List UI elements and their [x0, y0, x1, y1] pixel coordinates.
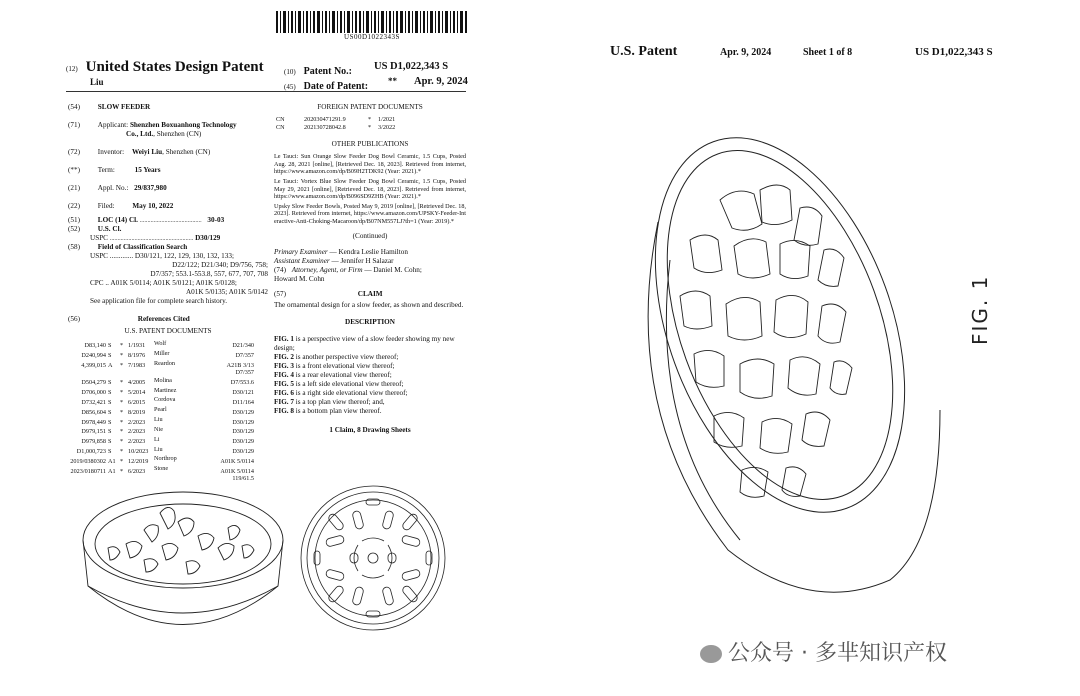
sheet-header-left: U.S. Patent	[610, 44, 678, 59]
uscl-sub-label: USPC	[90, 234, 108, 242]
ref-kind: S	[108, 408, 112, 416]
inventor-label: Inventor:	[97, 148, 125, 156]
fp-country: CN	[276, 116, 285, 123]
applicant-field-2	[126, 130, 268, 139]
ref-class: D7/357	[235, 352, 254, 360]
inventor-short: Liu	[90, 77, 104, 87]
figure-text: is a left side elevational view thereof;	[293, 379, 404, 388]
publication: Le Tauci: Vortex Blue Slow Feeder Dog Bowl Ceramic, 1.5 Cups, Posted May 29, 2021 [online], [Retrieved Dec. 18, 2023]. Retrieved from internet, https://www.amazon.com/dp/B096SD9ZHB (Year: 2021).*	[274, 177, 466, 201]
assistant-examiner-label: Assistant Examiner	[274, 256, 330, 265]
ref-doc-number: D240,994	[81, 352, 106, 360]
ref-name: Li	[154, 435, 160, 443]
ref-date: 2/2023	[128, 438, 146, 446]
ref-date: 12/2019	[128, 457, 149, 465]
field-search-lines	[90, 252, 268, 306]
patent-no-label: Patent No.:	[303, 66, 352, 77]
ref-date: 1/1931	[128, 342, 146, 350]
figure-text: is a top plan view thereof; and,	[293, 397, 385, 406]
ref-class: 119/61.5	[232, 474, 254, 482]
ref-class: D11/164	[232, 398, 254, 406]
ref-name: Cordova	[154, 396, 176, 404]
ref-kind: S	[108, 418, 112, 426]
ref-date: 2/2023	[128, 428, 146, 436]
code-52: (52)	[68, 225, 80, 233]
front-perspective-drawing	[74, 478, 292, 648]
ref-date: 8/2019	[128, 408, 146, 416]
fp-date: 3/2022	[378, 123, 396, 131]
figure-description	[274, 398, 466, 407]
claim-text: The ornamental design for a slow feeder, as shown and described.	[274, 300, 464, 309]
design-title: SLOW FEEDER	[97, 103, 151, 111]
header-rule	[66, 91, 466, 92]
barcode	[276, 11, 468, 33]
code-22: (22)	[68, 202, 80, 210]
ref-kind: A1	[108, 467, 116, 475]
code-56: (56)	[68, 315, 80, 323]
reference-row	[68, 426, 268, 436]
patent-date: Apr. 9, 2024	[414, 76, 468, 87]
ref-class: D30/129	[232, 447, 254, 455]
figure-description	[274, 380, 466, 389]
code-12: (12)	[66, 65, 78, 73]
inventor-location: , Shenzhen (CN)	[162, 148, 211, 156]
attorney-name-2: Howard M. Cohn	[274, 274, 325, 283]
front-plan-drawing	[298, 483, 448, 633]
figure-description	[274, 362, 466, 371]
ref-doc-number: D1,000,723	[76, 447, 106, 455]
patent-number: US D1,022,343 S	[374, 61, 449, 72]
reference-row	[68, 387, 268, 397]
ref-kind: S	[108, 352, 112, 360]
primary-examiner-label: Primary Examiner	[274, 247, 328, 256]
appl-no-value: 29/837,980	[134, 184, 167, 192]
ref-star: *	[120, 447, 124, 455]
ref-doc-number: D979,151	[81, 428, 106, 436]
front-page	[0, 0, 475, 696]
ref-name: Martinez	[154, 386, 177, 394]
figure-ref: FIG. 4	[274, 370, 294, 379]
ref-class: D30/129	[232, 408, 254, 416]
ref-kind: S	[108, 389, 112, 397]
reference-row	[68, 340, 268, 350]
code-71: (71)	[68, 121, 80, 129]
loc-field	[68, 216, 268, 225]
code-54: (54)	[68, 103, 80, 111]
title-field	[68, 103, 268, 112]
applicant-name: Shenzhen Boxuanhong Technology	[129, 121, 237, 129]
ref-kind: S	[108, 398, 112, 406]
ref-kind: A	[108, 362, 113, 370]
ref-kind: S	[108, 438, 112, 446]
figure-description	[274, 335, 466, 353]
fp-number: 202030471291.9	[304, 116, 346, 123]
fp-country: CN	[276, 123, 285, 131]
watermark	[700, 636, 947, 667]
ref-doc-number: 2019/0380302	[70, 457, 106, 465]
date-marks: **	[388, 76, 397, 86]
loc-value: 30-03	[207, 216, 225, 224]
ref-name: Wolf	[154, 340, 167, 347]
claims-sheets-line: 1 Claim, 8 Drawing Sheets	[329, 425, 411, 434]
reference-row	[68, 416, 268, 426]
inventor-field	[68, 148, 268, 157]
ref-date: 6/2023	[128, 467, 146, 475]
ref-star: *	[120, 352, 124, 360]
ref-date: 7/1983	[128, 362, 146, 370]
reference-row	[68, 436, 268, 446]
other-pubs-title: OTHER PUBLICATIONS	[331, 140, 409, 149]
ref-doc-number: D732,421	[81, 398, 106, 406]
term-label: Term:	[97, 166, 115, 174]
ref-star: *	[120, 408, 124, 416]
watermark-text: 公众号 · 多芈知识产权	[728, 641, 947, 666]
applicant-label: Applicant:	[97, 121, 129, 129]
fp-date: 1/2021	[378, 116, 396, 123]
ref-star: *	[120, 418, 124, 426]
field-line: See application file for complete search history.	[90, 297, 228, 305]
figure-text: is another perspective view thereof;	[293, 352, 399, 361]
reference-row	[68, 446, 268, 456]
references-heading	[68, 315, 268, 324]
code-57: (57)	[274, 289, 286, 298]
figure-ref: FIG. 7	[274, 397, 294, 406]
ref-kind: S	[108, 447, 112, 455]
ref-doc-number: D504,279	[81, 379, 106, 387]
figure-ref: FIG. 2	[274, 352, 294, 361]
reference-row	[68, 350, 268, 360]
appl-field	[68, 184, 268, 193]
figure-ref: FIG. 3	[274, 361, 294, 370]
filed-value: May 10, 2022	[132, 202, 174, 210]
ref-doc-number: D978,449	[81, 418, 106, 426]
ref-name: Reardon	[154, 359, 175, 367]
ref-kind: S	[108, 428, 112, 436]
primary-examiner-name: — Kendra Leslie Hamilton	[327, 247, 408, 256]
appl-no-label: Appl. No.:	[97, 184, 129, 192]
loc-dots: ........................................	[139, 217, 202, 224]
figure-description	[274, 407, 466, 416]
loc-label: LOC (14) Cl.	[97, 216, 138, 224]
biblio-column	[68, 103, 268, 482]
ref-class: D21/340	[232, 342, 254, 350]
fig1-drawing	[610, 110, 970, 610]
ref-star: *	[120, 438, 124, 446]
ref-star: *	[120, 457, 124, 465]
reference-row	[68, 465, 268, 475]
ref-star: *	[120, 467, 124, 475]
ref-class: D7/553.6	[230, 379, 254, 387]
fp-star: *	[368, 123, 372, 131]
sheet-header-sheet: Sheet 1 of 8	[803, 47, 853, 58]
fp-star: *	[368, 116, 372, 123]
code-45: (45)	[284, 83, 296, 91]
ref-name: Liu	[154, 416, 163, 424]
code-51: (51)	[68, 216, 80, 224]
drawing-sheet	[560, 0, 1080, 696]
ref-name: Pearl	[154, 406, 167, 414]
figure-text: is a rear elevational view thereof;	[293, 370, 392, 379]
code-74: (74)	[274, 265, 286, 274]
continued-label: (Continued)	[352, 231, 388, 240]
ref-star: *	[120, 398, 124, 406]
ref-doc-number: D856,604	[81, 408, 106, 416]
field-line: D22/122; D21/340; D9/756, 758;	[172, 261, 268, 269]
us-patent-docs-title: U.S. PATENT DOCUMENTS	[124, 327, 212, 335]
code-72: (72)	[68, 148, 80, 156]
figure-description	[274, 371, 466, 380]
filed-label: Filed:	[97, 202, 115, 210]
references-title: References Cited	[137, 315, 190, 323]
ref-date: 2/2023	[128, 418, 146, 426]
assistant-examiner	[274, 257, 466, 266]
ref-date: 10/2023	[128, 447, 149, 455]
ref-class: D30/129	[232, 438, 254, 446]
code-21: (21)	[68, 184, 80, 192]
description-title: DESCRIPTION	[345, 317, 395, 326]
reference-row	[68, 377, 268, 387]
reference-row	[68, 396, 268, 406]
figure-description	[274, 389, 466, 398]
fp-number: 202130728042.8	[304, 123, 346, 131]
uscl-field	[68, 225, 268, 234]
document-title: United States Design Patent	[85, 59, 264, 75]
ref-class: A01K 5/0114	[220, 457, 254, 465]
ref-date: 4/2005	[128, 379, 146, 387]
ref-class: D30/121	[232, 389, 254, 397]
fig1-label: FIG. 1	[968, 274, 992, 345]
claim-title: CLAIM	[357, 289, 383, 298]
reference-row	[68, 455, 268, 465]
ref-class: A21B 3/13	[226, 362, 254, 370]
ref-name: Liu	[154, 445, 163, 453]
ref-doc-number: 4,399,015	[81, 362, 106, 370]
filed-field	[68, 202, 268, 211]
field-line: D7/357; 553.1-553.8, 557, 677, 707, 708	[150, 270, 268, 278]
code-58: (58)	[68, 243, 80, 251]
attorney	[274, 266, 466, 275]
field-search-label: Field of Classification Search	[97, 243, 188, 251]
attorney-name: — Daniel M. Cohn;	[362, 265, 422, 274]
ref-class: A01K 5/0114	[220, 467, 254, 475]
ref-doc-number: D979,858	[81, 438, 106, 446]
ref-star: *	[120, 342, 124, 350]
ref-star: *	[120, 428, 124, 436]
ref-doc-number: 2023/0180711	[70, 467, 106, 475]
figure-ref: FIG. 8	[274, 406, 294, 415]
date-of-patent-label: Date of Patent:	[303, 81, 369, 92]
uscl-dots: ......................................................	[109, 235, 194, 242]
term-value: 15 Years	[134, 166, 161, 174]
barcode-number: US00D1022343S	[344, 33, 400, 41]
ref-star: *	[120, 379, 124, 387]
ref-date: 8/1976	[128, 352, 146, 360]
attorney-label: Attorney, Agent, or Firm	[291, 265, 363, 274]
ref-date: 6/2015	[128, 398, 146, 406]
figure-ref: FIG. 5	[274, 379, 294, 388]
sheet-header-date: Apr. 9, 2024	[720, 47, 772, 58]
publication: Le Tauci: Sun Orange Slow Feeder Dog Bowl Ceramic, 1.5 Cups, Posted Aug. 28, 2021 [online], [Retrieved Dec. 18, 2023]. Retrieved from internet, https://www.amazon.com/dp/B09H2TDK92 (Year: 2021).*	[274, 153, 466, 176]
code-10: (10)	[284, 68, 296, 76]
field-line: A01K 5/0135; A01K 5/0142	[185, 288, 268, 296]
reference-row	[68, 360, 268, 370]
ref-star: *	[120, 362, 124, 370]
ref-name: Stone	[154, 465, 169, 473]
figure-ref: FIG. 1	[274, 334, 294, 343]
figure-text: is a right side elevational view thereof;	[293, 388, 408, 397]
ref-kind: S	[108, 379, 112, 387]
reference-row	[68, 369, 268, 376]
ref-class: D30/129	[232, 428, 254, 436]
figure-list	[274, 335, 466, 416]
field-line: CPC .. A01K 5/0114; A01K 5/0121; A01K 5/0128;	[90, 279, 237, 287]
ref-class: D7/357	[235, 369, 254, 377]
term-field	[68, 166, 268, 175]
assistant-examiner-name: — Jennifer H Salazar	[329, 256, 394, 265]
ref-date: 5/2014	[128, 389, 146, 397]
applicant-location: , Shenzhen (CN)	[153, 130, 202, 138]
uscl-value: D30/129	[195, 234, 221, 242]
field-line: USPC ............. D30/121, 122, 129, 130, 132, 133;	[90, 252, 234, 260]
primary-examiner	[274, 248, 466, 257]
reference-table	[68, 340, 268, 482]
foreign-docs-title: FOREIGN PATENT DOCUMENTS	[317, 103, 423, 111]
inventor-name: Weiyi Liu	[131, 148, 163, 156]
publication: Upsky Slow Feeder Bowls, Posted May 9, 2019 [online], [Retrieved Dec. 18, 2023]. Retrieved from internet, https://www.amazon.com/UPSKY-Feeder-Interactive-Anti-Choking-Macaroon/dp/B07NM557LJ?th=1 (Year: 2019).*	[274, 202, 466, 225]
claim-heading	[274, 290, 466, 299]
ref-name: Miller	[154, 349, 170, 357]
ref-doc-number: D706,000	[81, 389, 106, 397]
ref-star: *	[120, 389, 124, 397]
figure-text: is a bottom plan view thereof.	[293, 406, 382, 415]
applicant-name-2: Co., Ltd.	[126, 130, 154, 138]
wechat-icon	[700, 645, 722, 663]
patent-header-left	[66, 58, 264, 76]
right-column	[274, 103, 466, 435]
figure-description	[274, 353, 466, 362]
foreign-doc-row	[276, 124, 466, 132]
foreign-doc-row	[276, 116, 466, 124]
sheet-header-number: US D1,022,343 S	[915, 46, 993, 58]
ref-name: Nie	[154, 425, 163, 433]
reference-row	[68, 406, 268, 416]
ref-name: Molina	[154, 376, 172, 384]
ref-class: D30/129	[232, 418, 254, 426]
ref-kind: A1	[108, 457, 116, 465]
code-term: (**)	[68, 166, 80, 174]
ref-name: Northrop	[154, 455, 177, 463]
uscl-sub	[90, 234, 268, 243]
applicant-field	[68, 121, 268, 130]
ref-kind: S	[108, 342, 112, 350]
figure-ref: FIG. 6	[274, 388, 294, 397]
field-search	[68, 243, 268, 252]
figure-text: is a perspective view of a slow feeder showing my new design;	[274, 334, 455, 352]
uscl-label: U.S. Cl.	[97, 225, 122, 233]
foreign-docs-table	[276, 116, 466, 131]
figure-text: is a front elevational view thereof;	[293, 361, 395, 370]
ref-doc-number: D83,140	[84, 342, 106, 350]
